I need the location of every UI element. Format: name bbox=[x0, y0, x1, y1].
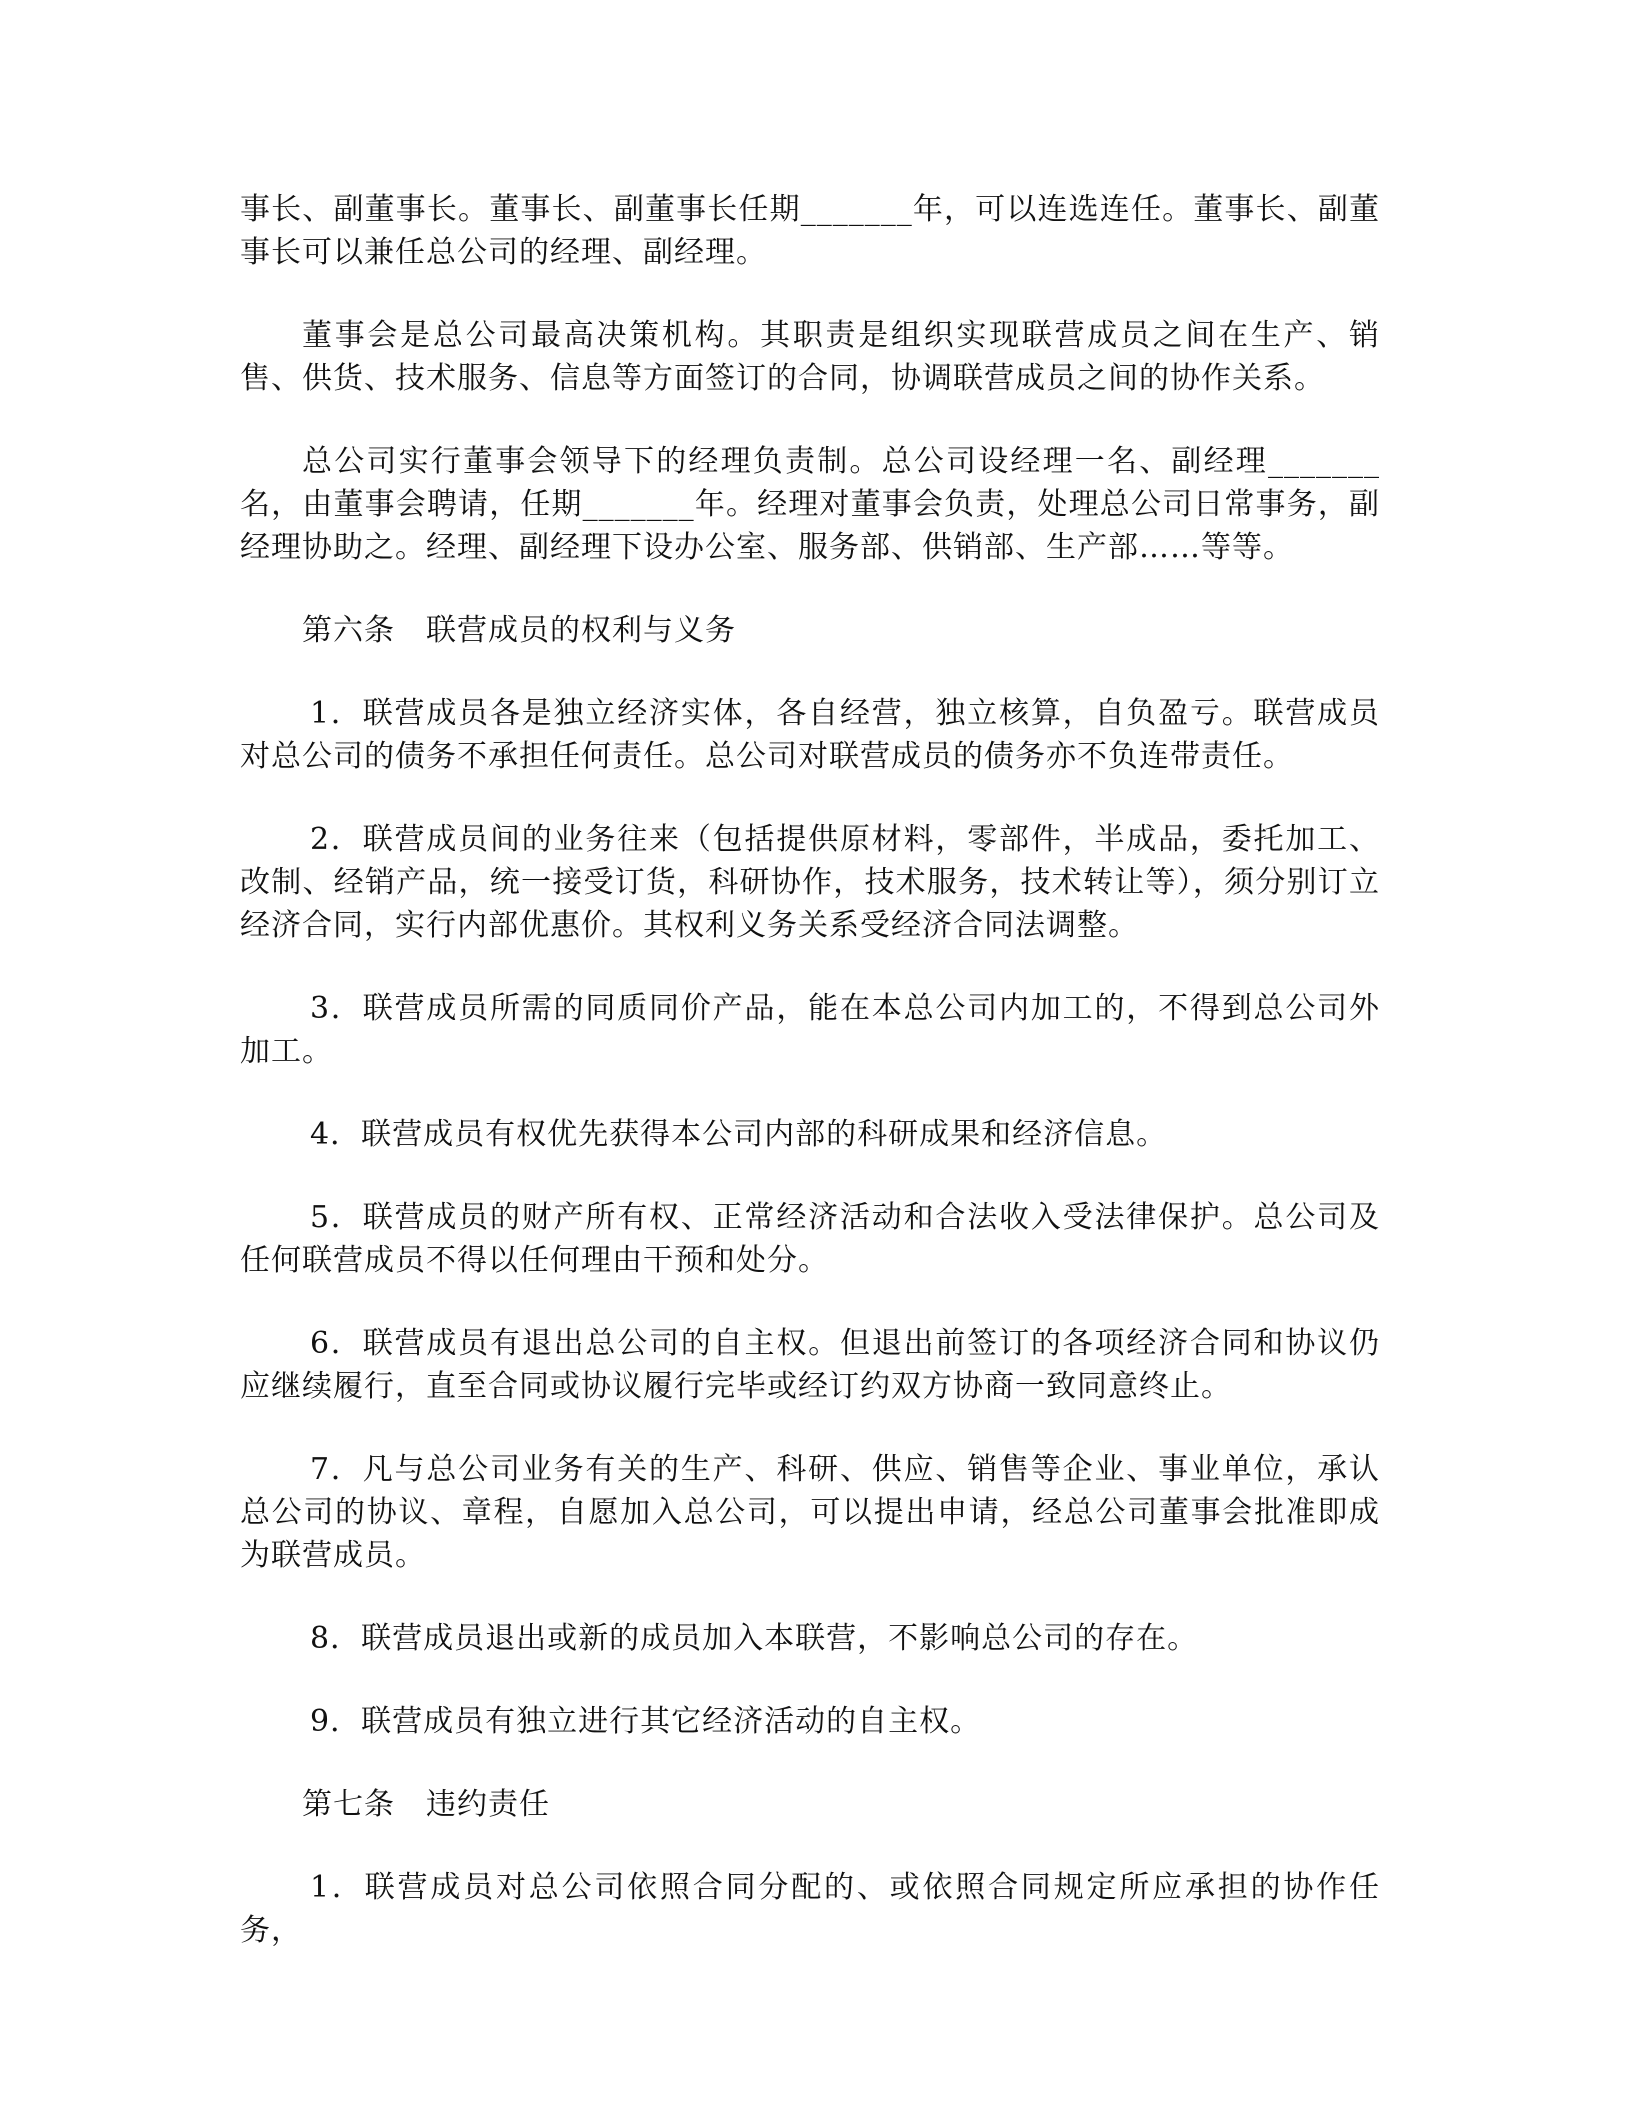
section-heading-article-6: 第六条 联营成员的权利与义务 bbox=[302, 613, 736, 648]
list-item-article-6-5: 5．联营成员的财产所有权、正常经济活动和合法收入受法律保护。总公司及任何联营成员不得以任何理由干预和处分。 bbox=[240, 1200, 1380, 1278]
list-item-article-6-2: 2．联营成员间的业务往来（包括提供原材料，零部件，半成品，委托加工、改制、经销产品，统一接受订货，科研协作，技术服务，技术转让等），须分别订立经济合同，实行内部优惠价。其权利义务关系受经济合同法调整。 bbox=[240, 822, 1380, 943]
list-item-article-6-6: 6．联营成员有退出总公司的自主权。但退出前签订的各项经济合同和协议仍应继续履行，直至合同或协议履行完毕或经订约双方协商一致同意终止。 bbox=[240, 1326, 1380, 1404]
list-item-article-7-1: 1．联营成员对总公司依照合同分配的、或依照合同规定所应承担的协作任务， bbox=[240, 1870, 1380, 1948]
paragraph-manager-system: 总公司实行董事会领导下的经理负责制。总公司设经理一名、副经理_______名，由董事会聘请，任期_______年。经理对董事会负责，处理总公司日常事务，副经理协助之。经理、副经理下设办公室、服务部、供销部、生产部……等等。 bbox=[240, 444, 1380, 565]
list-item-article-6-4: 4．联营成员有权优先获得本公司内部的科研成果和经济信息。 bbox=[310, 1117, 1168, 1152]
list-item-article-6-7: 7．凡与总公司业务有关的生产、科研、供应、销售等企业、事业单位，承认总公司的协议、章程，自愿加入总公司，可以提出申请，经总公司董事会批准即成为联营成员。 bbox=[240, 1452, 1380, 1573]
document-body bbox=[240, 188, 1380, 1992]
paragraph-board-duties: 董事会是总公司最高决策机构。其职责是组织实现联营成员之间在生产、销售、供货、技术服务、信息等方面签订的合同，协调联营成员之间的协作关系。 bbox=[240, 318, 1380, 396]
paragraph-chairman-term: 事长、副董事长。董事长、副董事长任期_______年，可以连选连任。董事长、副董事长可以兼任总公司的经理、副经理。 bbox=[240, 192, 1380, 270]
list-item-article-6-8: 8．联营成员退出或新的成员加入本联营，不影响总公司的存在。 bbox=[310, 1621, 1199, 1656]
list-item-article-6-1: 1．联营成员各是独立经济实体，各自经营，独立核算，自负盈亏。联营成员对总公司的债务不承担任何责任。总公司对联营成员的债务亦不负连带责任。 bbox=[240, 696, 1380, 774]
section-heading-article-7: 第七条 违约责任 bbox=[302, 1787, 550, 1822]
list-item-article-6-3: 3．联营成员所需的同质同价产品，能在本总公司内加工的，不得到总公司外加工。 bbox=[240, 991, 1380, 1069]
list-item-article-6-9: 9．联营成员有独立进行其它经济活动的自主权。 bbox=[310, 1704, 982, 1739]
